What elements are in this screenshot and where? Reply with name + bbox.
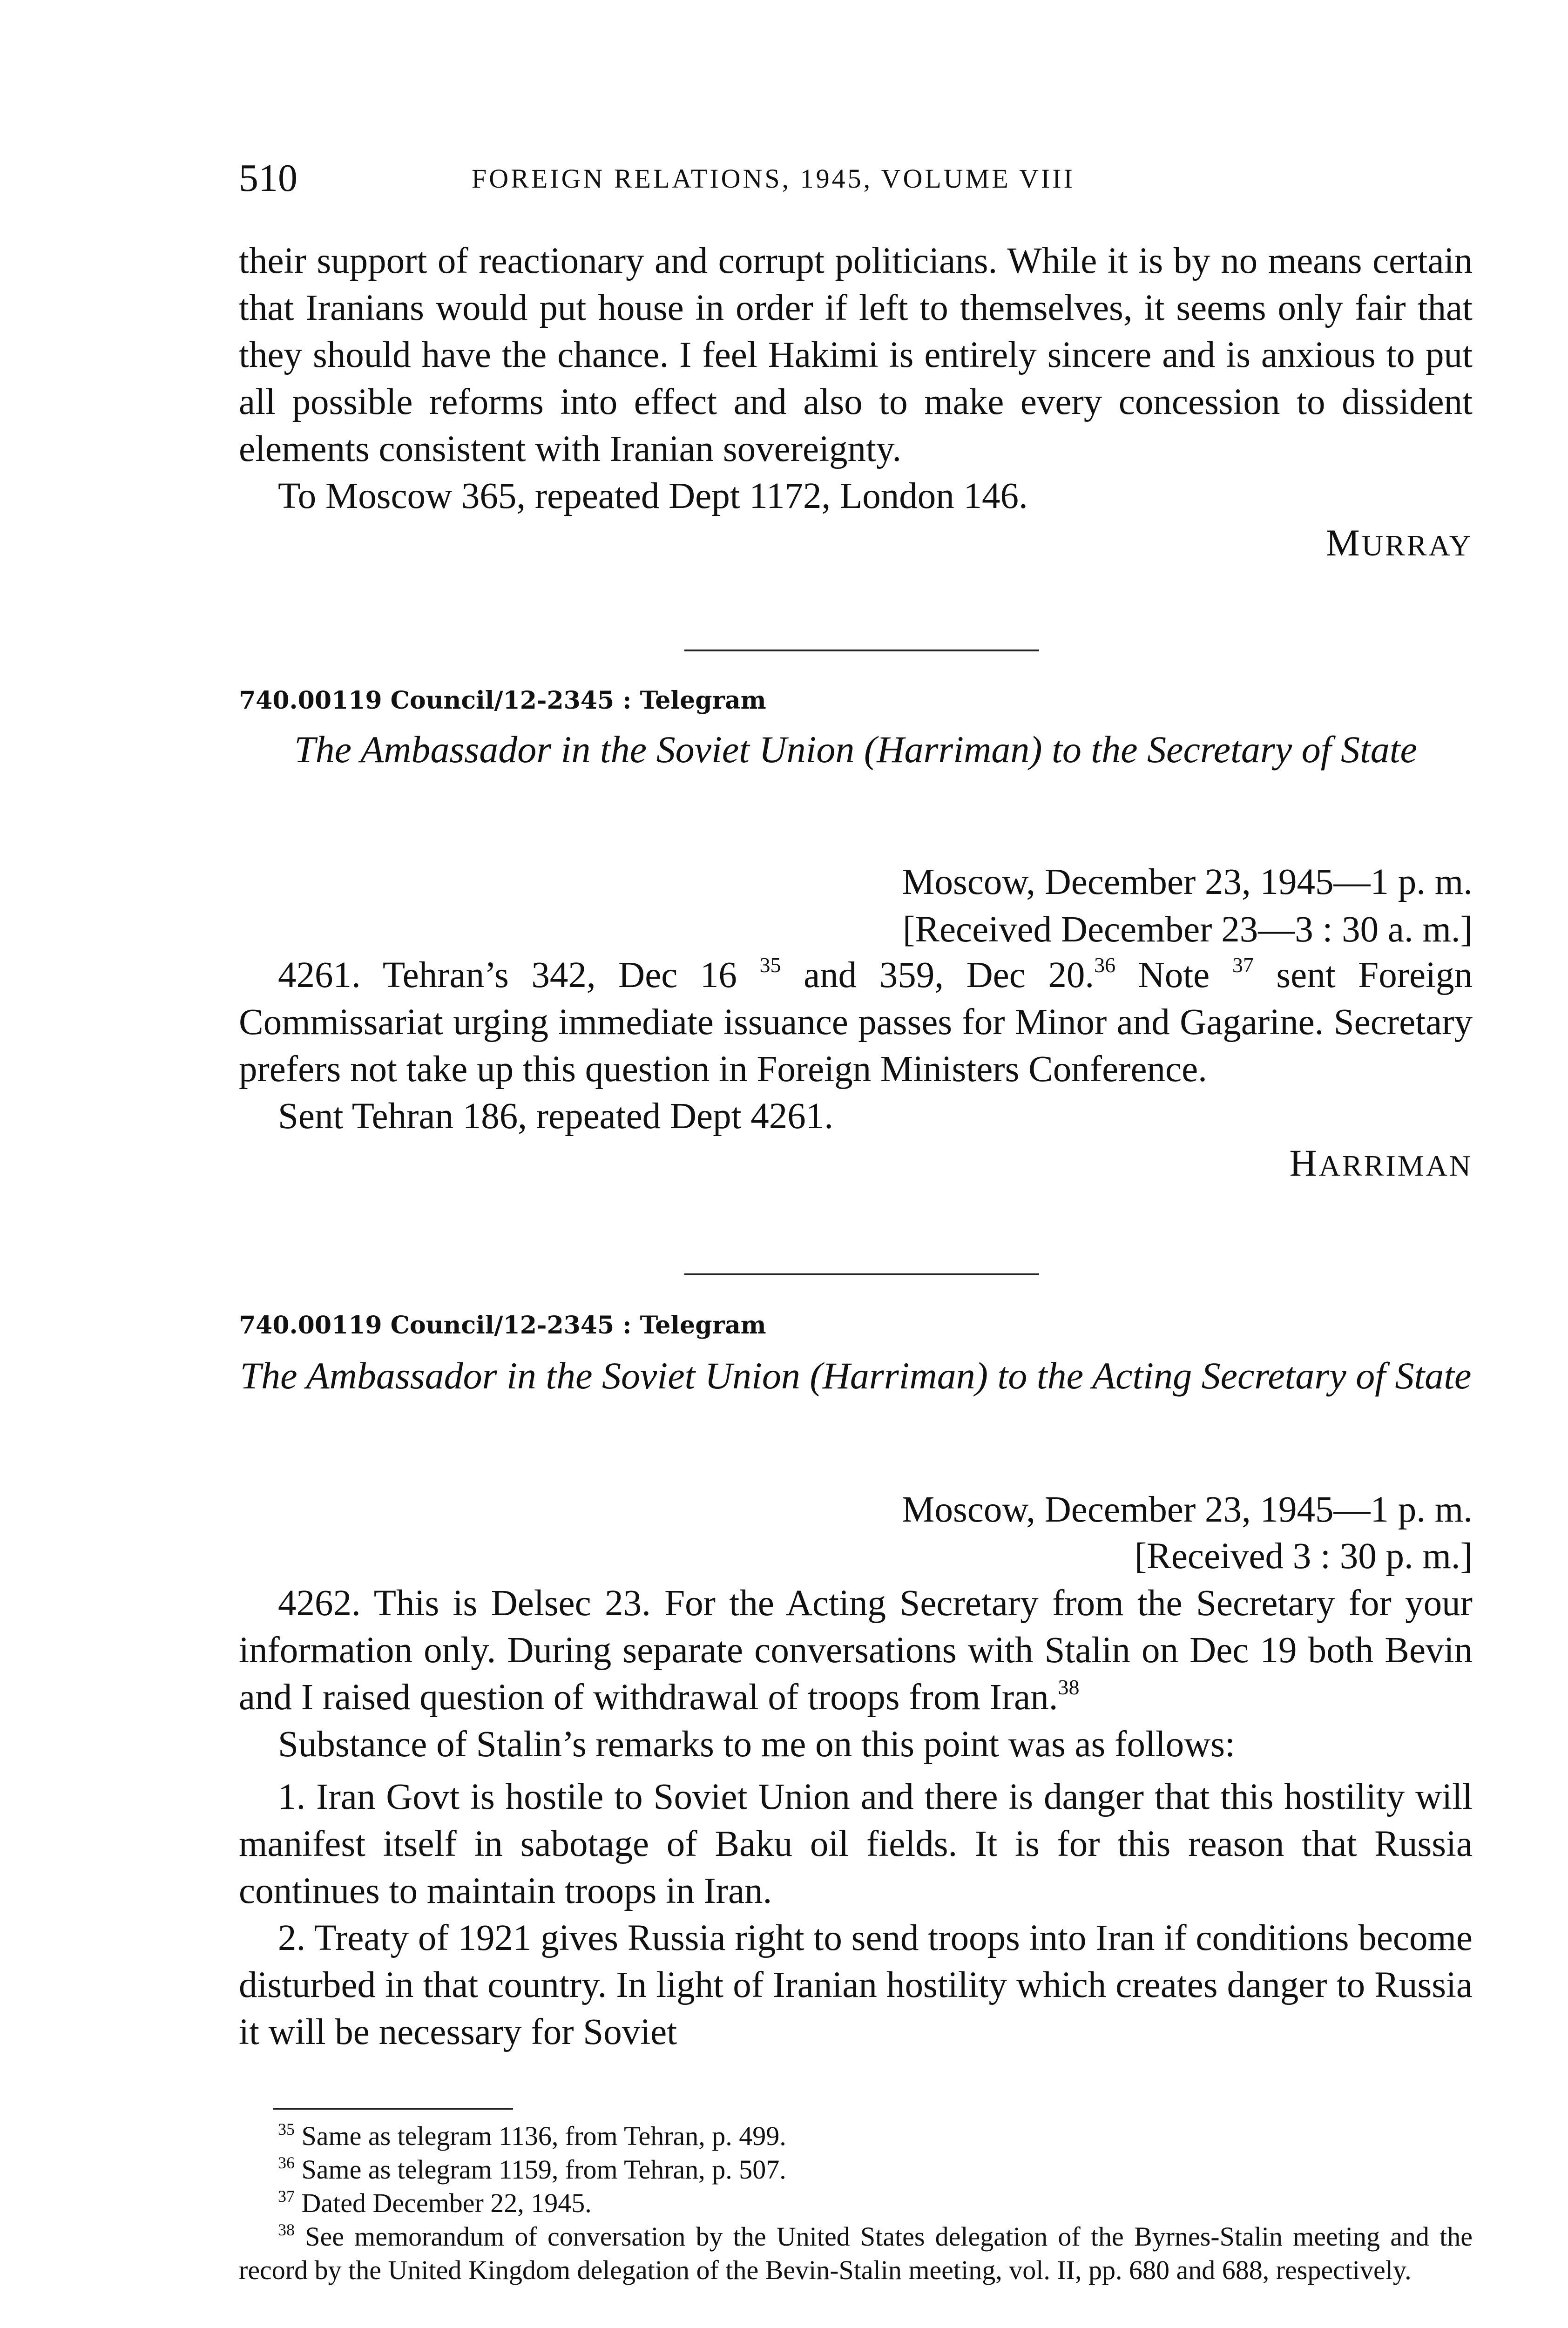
received-line: [Received 3 : 30 p. m.] <box>1134 1536 1473 1577</box>
dateline: Moscow, December 23, 1945—1 p. m. <box>902 862 1473 902</box>
continuation-section <box>239 237 1473 569</box>
continuation-routing: To Moscow 365, repeated Dept 1172, London 146. <box>278 476 1028 516</box>
section-divider <box>684 1273 1039 1275</box>
numbered-point-2: 2. Treaty of 1921 gives Russia right to send troops into Iran if conditions become disturbed in that country. In light of Iranian hostility which creates danger to Russia it will be necessary for Soviet <box>239 1918 1473 2052</box>
running-title: FOREIGN RELATIONS, 1945, VOLUME VIII <box>472 163 1075 194</box>
continuation-paragraph: their support of reactionary and corrupt politicians. While it is by no means certain that Iranians would put house in order if left to themselves, it seems only fair that they should have the chance. I feel Hakimi is entirely sincere and is anxious to put all possible reforms into effect and also to make every concession to dissident elements consistent with Iranian sovereignty. <box>239 241 1473 469</box>
footnote-reference: 37 <box>1232 953 1254 977</box>
dateline: Moscow, December 23, 1945—1 p. m. <box>902 1489 1473 1530</box>
page-number: 510 <box>239 156 297 200</box>
paragraph-text: 4261. Tehran’s 342, Dec 16 <box>278 955 737 995</box>
telegram-4261-body <box>239 952 1473 1189</box>
footnote-reference: 35 <box>759 953 781 977</box>
file-reference: 740.00119 Council/12-2345 : Telegram <box>239 1311 766 1340</box>
footnote-divider <box>273 2108 513 2110</box>
signature-harriman: HARRIMAN <box>1289 1142 1473 1184</box>
running-head <box>239 157 1473 199</box>
signature-murray: MURRAY <box>1325 521 1473 564</box>
telegram-routing: Sent Tehran 186, repeated Dept 4261. <box>278 1096 834 1137</box>
paragraph-text: and 359, Dec 20. <box>781 955 1095 995</box>
file-reference: 740.00119 Council/12-2345 : Telegram <box>239 686 766 715</box>
telegram-paragraph <box>239 952 1473 1093</box>
footnote-36: $^{36}$ Same as telegram 1159, from Tehran, p. 507. <box>278 2153 786 2185</box>
section-divider <box>684 650 1039 651</box>
received-line: [Received December 23—3 : 30 a. m.] <box>902 909 1473 950</box>
numbered-point-1: 1. Iran Govt is hostile to Soviet Union and there is danger that this hostility will manifest itself in sabotage of Baku oil fields. It is for this reason that Russia continues to maintain troops in Iran. <box>239 1777 1473 1911</box>
telegram-4262-body <box>239 1580 1473 2056</box>
footnotes <box>239 2119 1473 2287</box>
footnote-35: $^{35}$ Same as telegram 1136, from Tehran, p. 499. <box>278 2120 786 2151</box>
paragraph-text: Note <box>1115 955 1210 995</box>
footnote-38: $^{38}$ See memorandum of conversation by the United States delegation of the Byrnes-Stalin meeting and the record by the United Kingdom delegation of the Bevin-Stalin meeting, vol. II, pp. 680 and 688, respectively. <box>239 2220 1473 2285</box>
footnote-reference: 36 <box>1094 953 1116 977</box>
paragraph-text: 4262. This is Delsec 23. For the Acting Secretary from the Secretary for your information only. During separate conversations with Stalin on Dec 19 both Bevin and I raised question of withdrawal of troops from Iran. <box>239 1583 1473 1718</box>
document-heading: The Ambassador in the Soviet Union (Harriman) to the Acting Secretary of State <box>240 1354 1472 1397</box>
paragraph-text: sent Foreign Commissariat urging immediate issuance passes for Minor and Gagarine. Secretary prefers not take up this question in Foreign Ministers Conference. <box>239 955 1473 1090</box>
footnote-37: $^{37}$ Dated December 22, 1945. <box>278 2187 592 2218</box>
footnote-reference: 38 <box>1058 1675 1080 1699</box>
document-heading: The Ambassador in the Soviet Union (Harriman) to the Secretary of State <box>294 728 1417 771</box>
telegram-paragraph <box>239 1580 1473 1721</box>
substance-line: Substance of Stalin’s remarks to me on this point was as follows: <box>278 1724 1235 1765</box>
